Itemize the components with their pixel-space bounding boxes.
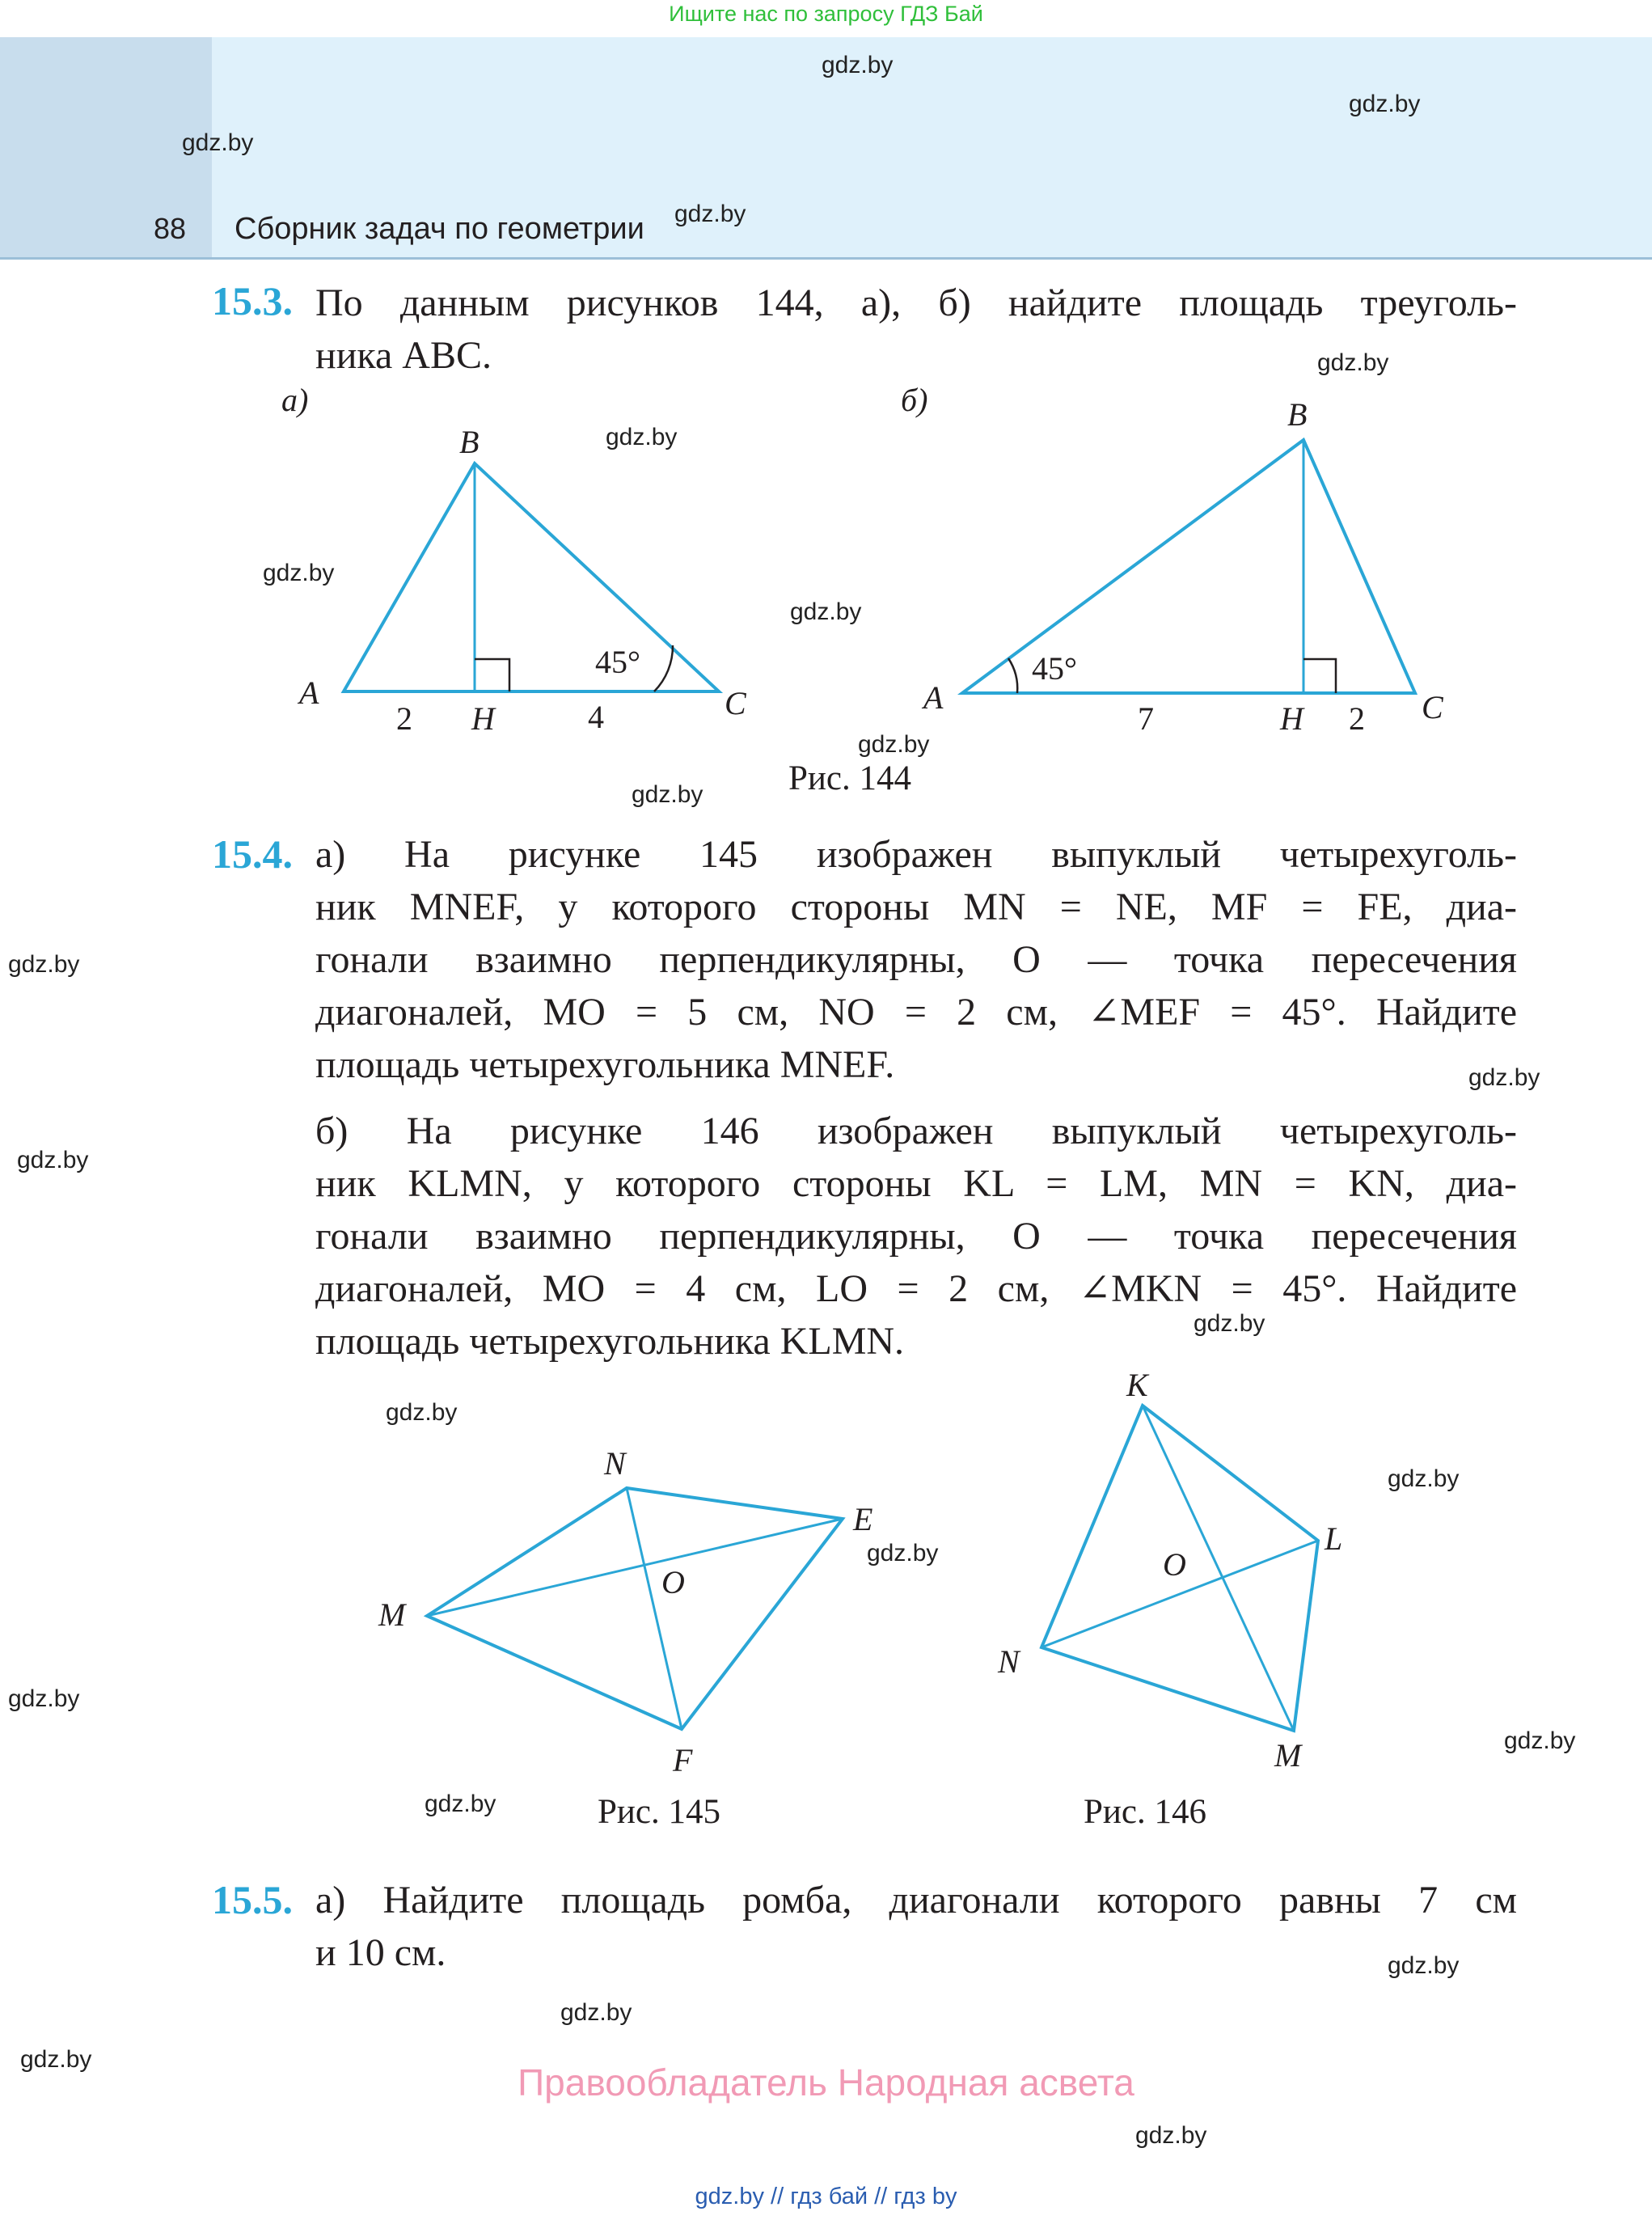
vertex-m: M	[1274, 1737, 1302, 1774]
watermark: gdz.by	[790, 598, 862, 625]
task-text: диагоналей, MO = 5 см, NO = 2 см, ∠MEF = 45°. Найдите	[315, 991, 1517, 1034]
task-text: площадь четырехугольника MNEF.	[315, 1043, 895, 1086]
vertex-e: E	[853, 1501, 873, 1537]
point-h: H	[471, 700, 495, 737]
segment-ah: 7	[1138, 700, 1154, 737]
watermark: gdz.by	[425, 1791, 496, 1817]
part-label: а)	[281, 382, 309, 418]
task-text: диагоналей, MO = 4 см, LO = 2 см, ∠MKN = 45°. Найдите	[315, 1267, 1517, 1310]
point-o: O	[1163, 1546, 1186, 1583]
angle-c: 45°	[595, 644, 640, 680]
vertex-k: K	[1126, 1367, 1148, 1403]
figure-caption: Рис. 146	[1084, 1793, 1207, 1831]
watermark: gdz.by	[1468, 1064, 1540, 1091]
vertex-n: N	[998, 1643, 1020, 1680]
watermark: gdz.by	[1504, 1727, 1576, 1754]
figure-caption: Рис. 145	[598, 1793, 721, 1831]
vertex-b: B	[459, 424, 480, 460]
watermark: gdz.by	[1349, 91, 1421, 117]
watermark: gdz.by	[1135, 2122, 1207, 2149]
watermark: gdz.by	[8, 951, 80, 978]
task-text: гонали взаимно перпендикулярны, O — точка пересечения	[315, 938, 1517, 981]
point-h: H	[1280, 700, 1303, 737]
figure-144-a	[275, 380, 792, 752]
watermark: gdz.by	[182, 129, 254, 156]
task-text: ник KLMN, у которого стороны KL = LM, MN = KN, диа-	[315, 1162, 1517, 1205]
task-text: а) Найдите площадь ромба, диагонали которого равны 7 см	[315, 1879, 1517, 1922]
right-angle-mark	[1303, 659, 1336, 693]
watermark: gdz.by	[8, 1685, 80, 1712]
watermark: gdz.by	[20, 2046, 92, 2073]
watermark: gdz.by	[1388, 1465, 1460, 1492]
task-text: гонали взаимно перпендикулярны, O — точка пересечения	[315, 1215, 1517, 1258]
watermark: gdz.by	[17, 1147, 89, 1173]
angle-a: 45°	[1032, 650, 1077, 687]
copyright-notice: Правообладатель Народная асвета	[518, 2061, 1134, 2103]
triangle-abc	[344, 463, 719, 691]
watermark: gdz.by	[1194, 1310, 1265, 1337]
segment-hc: 4	[588, 699, 604, 735]
right-angle-mark	[475, 659, 509, 691]
task-number: 15.3.	[212, 278, 293, 323]
watermark: gdz.by	[674, 201, 746, 227]
task-text: а) На рисунке 145 изображен выпуклый четырехуголь-	[315, 833, 1517, 876]
footer-links[interactable]: gdz.by // гдз бай // гдз by	[695, 2184, 957, 2209]
watermark: gdz.by	[632, 781, 703, 808]
watermark: gdz.by	[560, 1999, 632, 2026]
watermark: gdz.by	[858, 731, 930, 758]
watermark: gdz.by	[1317, 349, 1389, 376]
watermark: gdz.by	[386, 1399, 458, 1426]
watermark: gdz.by	[606, 424, 678, 450]
watermark: gdz.by	[867, 1540, 939, 1567]
watermark: gdz.by	[263, 560, 335, 586]
figure-145	[356, 1431, 922, 1787]
book-title: Сборник задач по геометрии	[234, 212, 644, 246]
header-divider	[0, 257, 1652, 260]
watermark: gdz.by	[822, 52, 894, 78]
vertex-l: L	[1325, 1520, 1343, 1557]
vertex-b: B	[1287, 396, 1308, 433]
page-number: 88	[154, 212, 187, 245]
vertex-f: F	[673, 1742, 693, 1778]
top-banner: Ищите нас по запросу ГДЗ Бай	[669, 2, 983, 26]
task-text: и 10 см.	[315, 1931, 446, 1974]
vertex-a: A	[923, 679, 944, 716]
task-number: 15.5.	[212, 1877, 293, 1922]
task-text: ник MNEF, у которого стороны MN = NE, MF = FE, диа-	[315, 886, 1517, 928]
diagonal-nf	[627, 1488, 682, 1729]
angle-arc	[1008, 658, 1017, 693]
watermark: gdz.by	[1388, 1952, 1460, 1979]
task-text: ника ABC.	[315, 334, 492, 377]
task-number: 15.4.	[212, 831, 293, 877]
part-label: б)	[901, 382, 928, 418]
triangle-abc	[962, 440, 1415, 693]
vertex-a: A	[299, 674, 319, 711]
vertex-c: C	[1422, 689, 1443, 725]
figure-144-b	[889, 380, 1472, 752]
vertex-m: M	[378, 1596, 406, 1633]
point-o: O	[661, 1564, 685, 1600]
task-text: площадь четырехугольника KLMN.	[315, 1320, 905, 1363]
vertex-n: N	[604, 1445, 626, 1482]
segment-ah: 2	[396, 700, 412, 737]
angle-arc	[654, 645, 673, 691]
figure-146	[987, 1359, 1407, 1787]
vertex-c: C	[725, 685, 746, 721]
figure-caption: Рис. 144	[788, 759, 912, 797]
task-text: По данным рисунков 144, а), б) найдите площадь треуголь-	[315, 281, 1517, 324]
task-text: б) На рисунке 146 изображен выпуклый четырехуголь-	[315, 1110, 1517, 1152]
segment-hc: 2	[1349, 700, 1365, 737]
